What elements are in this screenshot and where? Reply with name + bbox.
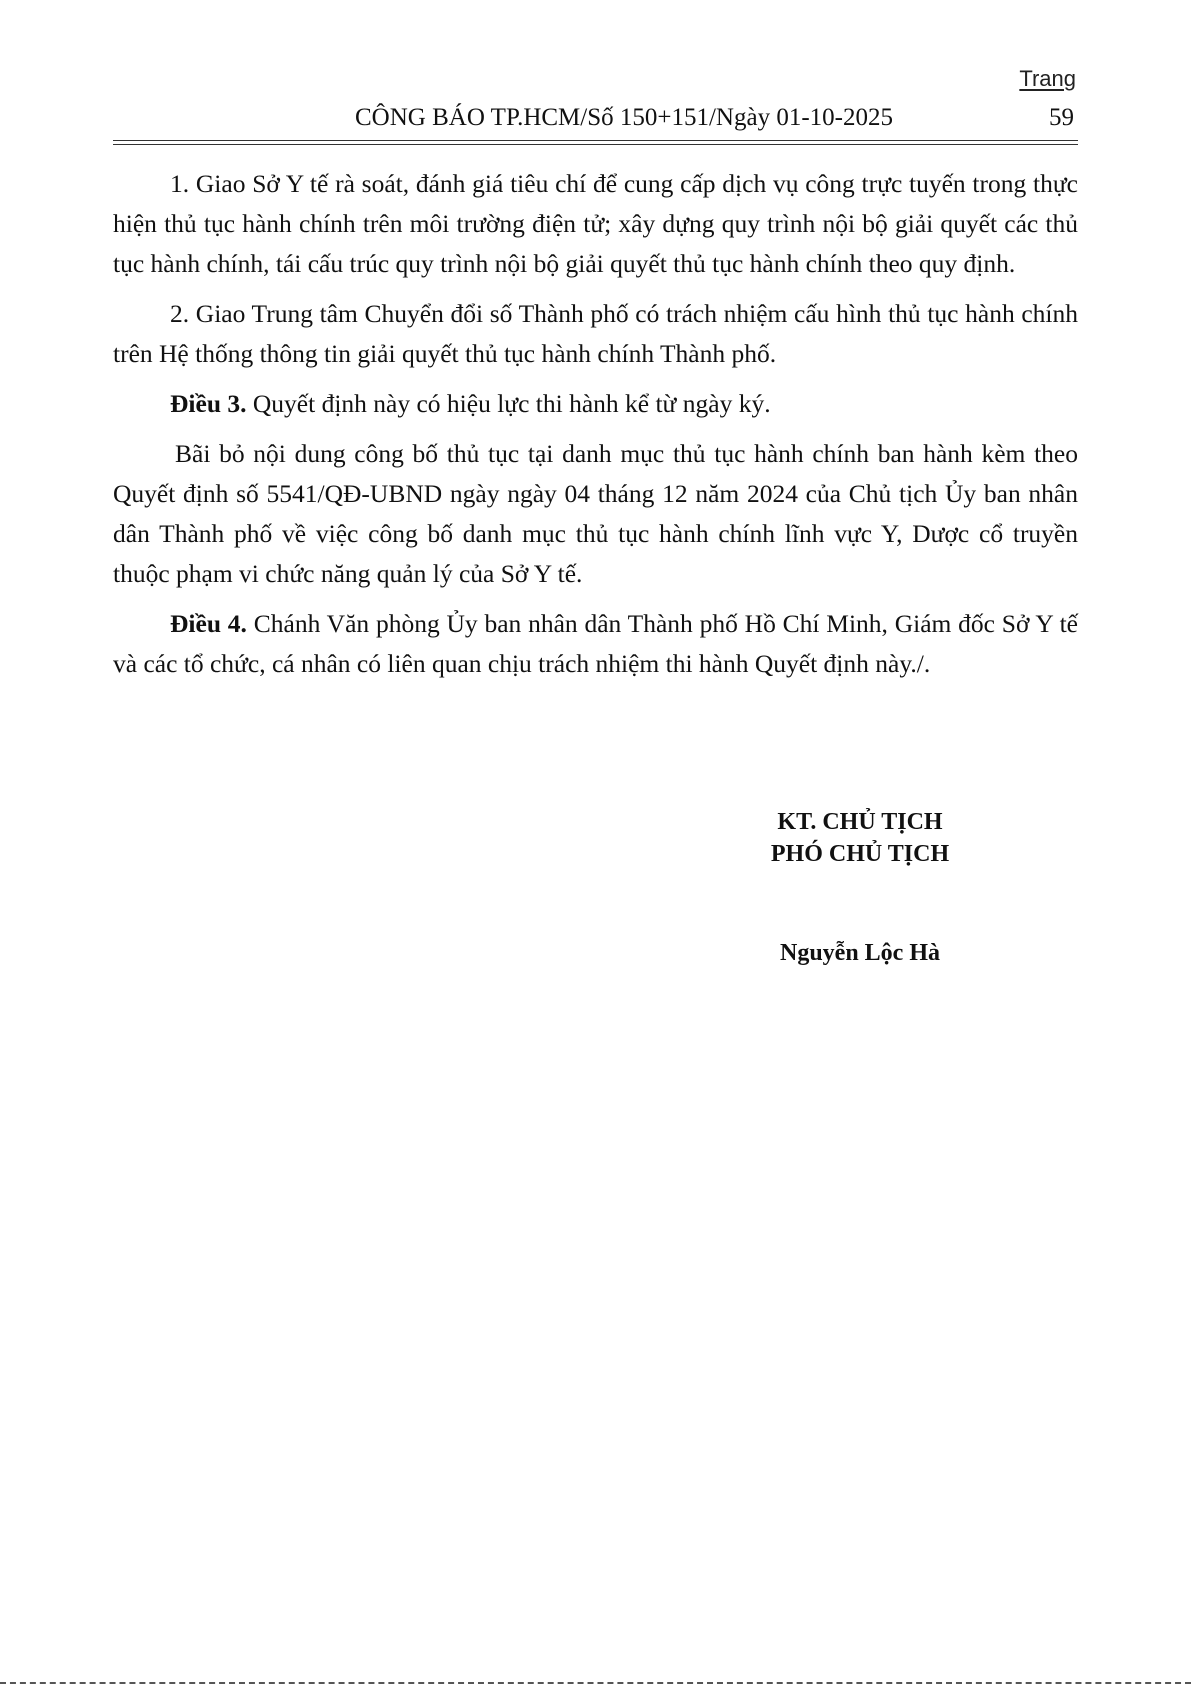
gazette-header-title: CÔNG BÁO TP.HCM/Số 150+151/Ngày 01-10-2025 xyxy=(355,104,893,131)
paragraph-item-2: 2. Giao Trung tâm Chuyển đổi số Thành phố có trách nhiệm cấu hình thủ tục hành chính trên Hệ thống thông tin giải quyết thủ tục hành chính Thành phố. xyxy=(113,299,1078,368)
signature-title-2: PHÓ CHỦ TỊCH xyxy=(770,841,950,867)
signature-title-1: KT. CHỦ TỊCH xyxy=(777,809,943,835)
signature-block xyxy=(700,806,1020,870)
paragraph-repeal: Bãi bỏ nội dung công bố thủ tục tại danh mục thủ tục hành chính ban hành kèm theo Quyết định số 5541/QĐ-UBND ngày ngày 04 tháng 12 năm 2024 của Chủ tịch Ủy ban nhân dân Thành phố về việc công bố danh mục thủ tục hành chính lĩnh vực Y, Dược cổ truyền thuộc phạm vi chức năng quản lý của Sở Y tế. xyxy=(113,439,1078,588)
article-3-label: Điều 3. xyxy=(170,389,247,418)
document-body xyxy=(113,164,1078,694)
header-rule-bottom xyxy=(113,144,1078,145)
article-4-text: Chánh Văn phòng Ủy ban nhân dân Thành phố Hồ Chí Minh, Giám đốc Sở Y tế và các tổ chức, cá nhân có liên quan chịu trách nhiệm thi hành Quyết định này./. xyxy=(113,609,1079,678)
page-bottom-edge xyxy=(0,1682,1191,1684)
article-3-text: Quyết định này có hiệu lực thi hành kể từ ngày ký. xyxy=(246,389,771,418)
article-3 xyxy=(113,384,1078,424)
page-number: 59 xyxy=(1049,104,1074,131)
article-4 xyxy=(113,604,1078,684)
article-4-label: Điều 4. xyxy=(170,609,247,638)
header-rule-top xyxy=(113,140,1078,141)
page-label: Trang xyxy=(1019,66,1076,91)
paragraph-item-1: 1. Giao Sở Y tế rà soát, đánh giá tiêu chí để cung cấp dịch vụ công trực tuyến trong thực hiện thủ tục hành chính trên môi trường điện tử; xây dựng quy trình nội bộ giải quyết các thủ tục hành chính, tái cấu trúc quy trình nội bộ giải quyết thủ tục hành chính theo quy định. xyxy=(113,169,1078,278)
signer-name: Nguyễn Lộc Hà xyxy=(779,940,940,966)
